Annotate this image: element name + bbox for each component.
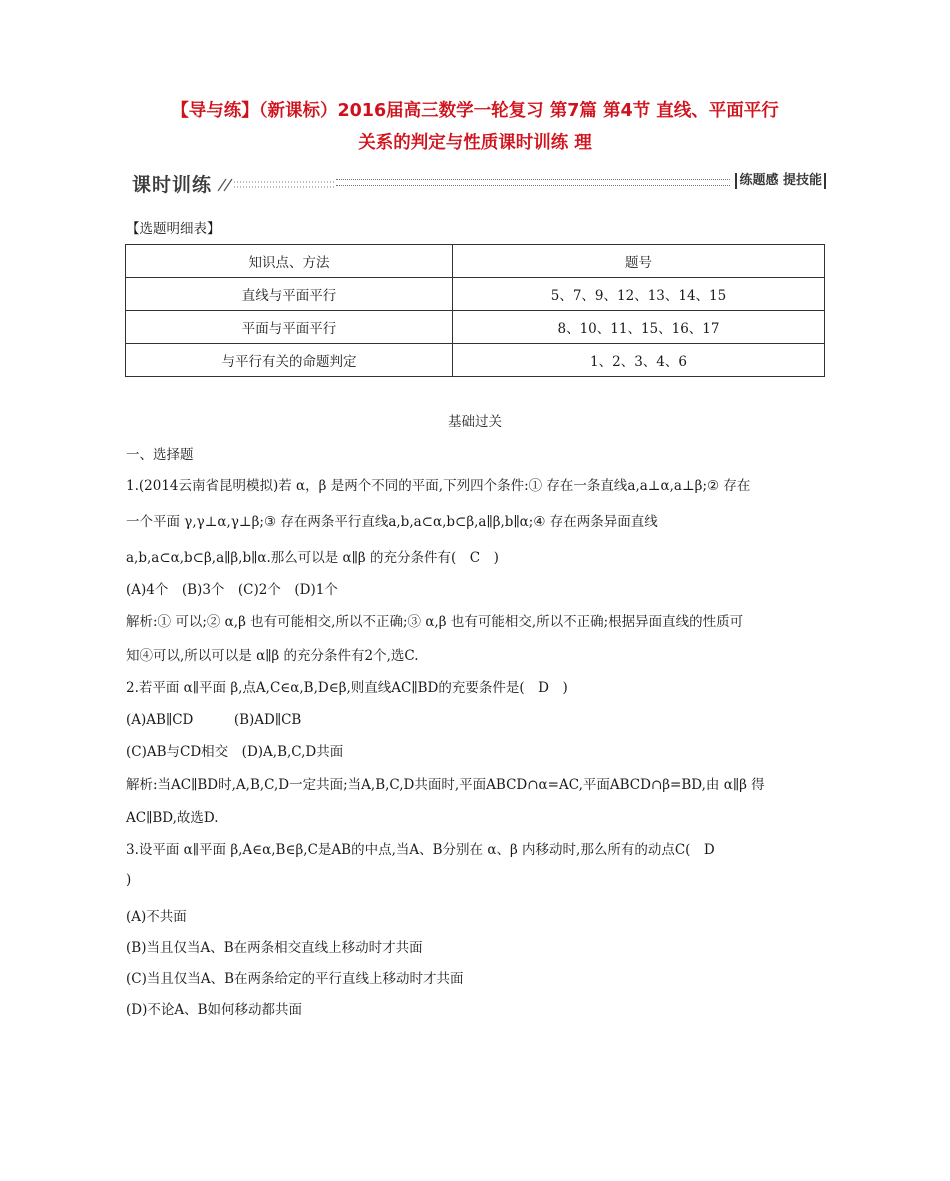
table-header-row [126,245,825,278]
part-title: 一、选择题 [126,447,194,463]
text-line: 3.设平面 α∥平面 β,A∈α,B∈β,C是AB的中点,当A、B分别在 α、β 内移动时,那么所有的动点C( D [126,842,715,858]
table-header-cell: 知识点、方法 [126,245,453,278]
table-header-cell: 题号 [453,245,825,278]
text-line: 解析:① 可以;② α,β 也有可能相交,所以不正确;③ α,β 也有可能相交,所以不正确;根据异面直线的性质可 [126,614,744,630]
document-title-line-1: 【导与练】（新课标）2016届高三数学一轮复习 第7篇 第4节 直线、平面平行 [171,101,779,121]
table-row [126,311,825,344]
banner-slogan: 练题感 提技能 [735,173,826,189]
banner-label: 课时训练 [132,174,213,196]
text-line: 知④可以,所以可以是 α∥β 的充分条件有2个,选C. [126,648,419,664]
text-line: (C)AB与CD相交 (D)A,B,C,D共面 [126,744,344,760]
table-cell: 1、2、3、4、6 [453,344,825,377]
table-cell: 直线与平面平行 [126,278,453,311]
text-line: (D)不论A、B如何移动都共面 [126,1002,303,1018]
banner-dotted-rule [336,179,730,186]
text-line: (C)当且仅当A、B在两条给定的平行直线上移动时才共面 [126,971,464,987]
section-title: 基础过关 [448,414,502,430]
lesson-banner [128,170,826,196]
text-line: 1.(2014云南省昆明模拟)若 α，β 是两个不同的平面,下列四个条件:① 存在一条直线a,a⊥α,a⊥β;② 存在 [126,478,751,494]
topic-detail-table [125,244,825,377]
text-line: (A)不共面 [126,909,187,925]
text-line: (B)当且仅当A、B在两条相交直线上移动时才共面 [126,940,423,956]
text-line: ) [126,872,132,888]
table-cell: 8、10、11、15、16、17 [453,311,825,344]
table-row [126,344,825,377]
banner-stripe-decoration [216,173,334,193]
table-cell: 5、7、9、12、13、14、15 [453,278,825,311]
table-cell: 与平行有关的命题判定 [126,344,453,377]
text-line: 2.若平面 α∥平面 β,点A,C∈α,B,D∈β,则直线AC∥BD的充要条件是( D ) [126,680,568,696]
detail-table-label: 【选题明细表】 [126,221,221,237]
text-line: 一个平面 γ,γ⊥α,γ⊥β;③ 存在两条平行直线a,b,a⊂α,b⊂β,a∥β,b∥α;④ 存在两条异面直线 [126,514,658,530]
text-line: (A)4个 (B)3个 (C)2个 (D)1个 [126,582,338,598]
table-cell: 平面与平面平行 [126,311,453,344]
document-title-line-2: 关系的判定与性质课时训练 理 [358,133,592,153]
text-line: 解析:当AC∥BD时,A,B,C,D一定共面;当A,B,C,D共面时,平面ABCD∩α=AC,平面ABCD∩β=BD,由 α∥β 得 [126,777,765,793]
text-line: AC∥BD,故选D. [126,810,219,826]
text-line: (A)AB∥CD (B)AD∥CB [126,712,302,728]
text-line: a,b,a⊂α,b⊂β,a∥β,b∥α.那么可以是 α∥β 的充分条件有( C ) [126,550,499,566]
table-row [126,278,825,311]
